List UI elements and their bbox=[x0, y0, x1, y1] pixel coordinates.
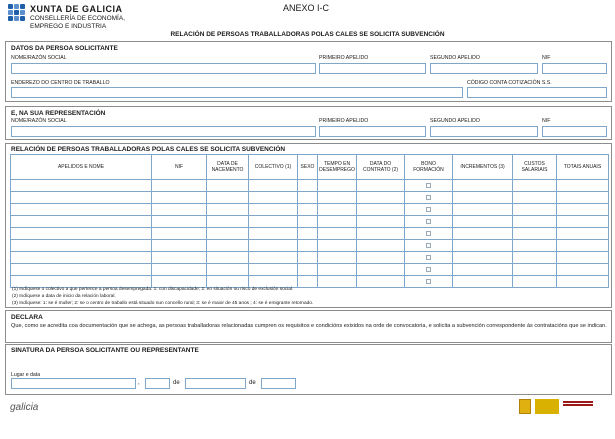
table-cell[interactable] bbox=[513, 180, 557, 192]
table-cell[interactable] bbox=[318, 216, 357, 228]
col-group: COLECTIVO (1) bbox=[249, 155, 298, 180]
table-cell[interactable] bbox=[11, 180, 152, 192]
table-cell[interactable] bbox=[11, 216, 152, 228]
galicia-logo: galicia bbox=[10, 402, 39, 413]
table-cell[interactable] bbox=[318, 180, 357, 192]
signature-section bbox=[5, 344, 612, 395]
table-cell[interactable] bbox=[453, 264, 513, 276]
table-cell[interactable] bbox=[557, 228, 609, 240]
comma-separator: , bbox=[138, 380, 140, 386]
month-input[interactable] bbox=[185, 378, 246, 389]
training-bonus-checkbox[interactable] bbox=[426, 243, 431, 248]
table-row bbox=[11, 192, 609, 204]
col-contract-date: DATA DO CONTRATO (2) bbox=[357, 155, 405, 180]
table-cell[interactable] bbox=[318, 228, 357, 240]
ministry-text-line-icon bbox=[563, 404, 593, 406]
table-cell[interactable] bbox=[11, 252, 152, 264]
table-cell[interactable] bbox=[513, 216, 557, 228]
table-cell[interactable] bbox=[249, 264, 298, 276]
training-bonus-checkbox[interactable] bbox=[426, 255, 431, 260]
org-name: XUNTA DE GALICIA bbox=[30, 4, 123, 14]
table-cell[interactable] bbox=[453, 252, 513, 264]
rep-name-label: NOME/RAZÓN SOCIAL bbox=[11, 118, 67, 124]
col-salary-costs: CUSTOS SALARIAIS bbox=[513, 155, 557, 180]
representative-section-title: E, NA SUA REPRESENTACIÓN bbox=[11, 110, 106, 117]
table-cell[interactable] bbox=[557, 276, 609, 288]
coat-of-arms-icon bbox=[519, 399, 531, 414]
table-cell[interactable] bbox=[405, 204, 453, 216]
table-cell[interactable] bbox=[318, 264, 357, 276]
applicant-nif-label: NIF bbox=[542, 55, 551, 61]
col-annual-totals: TOTAIS ANUAIS bbox=[557, 155, 609, 180]
table-cell[interactable] bbox=[298, 204, 318, 216]
training-bonus-checkbox[interactable] bbox=[426, 267, 431, 272]
table-cell[interactable] bbox=[207, 264, 249, 276]
table-cell[interactable] bbox=[513, 276, 557, 288]
training-bonus-checkbox[interactable] bbox=[426, 231, 431, 236]
workers-section-title: RELACIÓN DE PERSOAS TRABALLADORAS POLAS CALES SE SOLICITA SUBVENCIÓN bbox=[11, 146, 286, 153]
xunta-logo-icon bbox=[8, 4, 26, 22]
de-separator-1: de bbox=[173, 380, 180, 386]
declaration-section bbox=[5, 310, 612, 343]
workers-table bbox=[10, 154, 609, 288]
table-row bbox=[11, 264, 609, 276]
table-cell[interactable] bbox=[207, 192, 249, 204]
table-cell[interactable] bbox=[249, 192, 298, 204]
signature-title: SINATURA DA PERSOA SOLICITANTE OU REPRESENTANTE bbox=[11, 347, 199, 354]
table-cell[interactable] bbox=[152, 252, 207, 264]
table-cell[interactable] bbox=[11, 204, 152, 216]
table-cell[interactable] bbox=[357, 276, 405, 288]
rep-nif-input[interactable] bbox=[542, 126, 607, 137]
table-cell[interactable] bbox=[318, 240, 357, 252]
table-cell[interactable] bbox=[249, 180, 298, 192]
table-cell[interactable] bbox=[513, 240, 557, 252]
table-cell[interactable] bbox=[405, 276, 453, 288]
col-increments: INCREMENTOS (3) bbox=[453, 155, 513, 180]
table-cell[interactable] bbox=[557, 204, 609, 216]
table-cell[interactable] bbox=[152, 228, 207, 240]
table-cell[interactable] bbox=[453, 180, 513, 192]
training-bonus-checkbox[interactable] bbox=[426, 219, 431, 224]
table-cell[interactable] bbox=[318, 276, 357, 288]
table-cell[interactable] bbox=[357, 240, 405, 252]
table-cell[interactable] bbox=[557, 252, 609, 264]
table-cell[interactable] bbox=[249, 204, 298, 216]
training-bonus-checkbox[interactable] bbox=[426, 183, 431, 188]
table-cell[interactable] bbox=[453, 204, 513, 216]
table-cell[interactable] bbox=[513, 192, 557, 204]
dept-line-2: EMPREGO E INDUSTRIA bbox=[30, 23, 107, 30]
table-cell[interactable] bbox=[513, 264, 557, 276]
table-cell[interactable] bbox=[207, 276, 249, 288]
col-birth-date: DATA DE NACEMENTO bbox=[207, 155, 249, 180]
table-cell[interactable] bbox=[298, 252, 318, 264]
applicant-nif-input[interactable] bbox=[542, 63, 607, 74]
table-cell[interactable] bbox=[298, 276, 318, 288]
table-cell[interactable] bbox=[513, 228, 557, 240]
government-emblem bbox=[519, 399, 607, 417]
table-cell[interactable] bbox=[513, 252, 557, 264]
rep-second-surname-label: SEGUNDO APELIDO bbox=[430, 118, 480, 124]
note-3: (3) Indíquese: 1: se é muller; 2: se o centro de traballo está situado nun concello rural; 3: se é maior de 45 anos ; 4: se é emigrante retornado. bbox=[12, 301, 314, 306]
table-cell[interactable] bbox=[557, 192, 609, 204]
note-2: (2) Indíquese a data de inicio da relación laboral. bbox=[12, 294, 116, 299]
address-label: ENDEREZO DO CENTRO DE TRABALLO bbox=[11, 80, 110, 86]
table-row bbox=[11, 216, 609, 228]
table-cell[interactable] bbox=[11, 276, 152, 288]
declaration-title: DECLARA bbox=[11, 314, 43, 321]
declaration-text: Que, como se acredita coa documentación que se achega, as persoas traballadoras relacionadas cumpren os requisitos e condicións exixidos na orde de convocatoria, e solicita a subvención correspondente ás contratacións que se indican. bbox=[11, 323, 607, 329]
applicant-first-surname-input[interactable] bbox=[319, 63, 426, 74]
table-cell[interactable] bbox=[152, 264, 207, 276]
table-cell[interactable] bbox=[11, 264, 152, 276]
table-cell[interactable] bbox=[298, 240, 318, 252]
table-cell[interactable] bbox=[357, 180, 405, 192]
rep-first-surname-label: PRIMEIRO APELIDO bbox=[319, 118, 369, 124]
rep-first-surname-input[interactable] bbox=[319, 126, 426, 137]
dept-line-1: CONSELLERÍA DE ECONOMÍA, bbox=[30, 15, 125, 22]
table-cell[interactable] bbox=[405, 252, 453, 264]
document-title: RELACIÓN DE PERSOAS TRABALLADORAS POLAS CALES SE SOLICITA SUBVENCIÓN bbox=[170, 31, 445, 38]
note-1: (1) Indíquese o colectivo a que pertence a persoa desempregada: 1: con discapacidade; 2: en situación ou risco de exclusión social. bbox=[12, 287, 294, 292]
de-separator-2: de bbox=[249, 380, 256, 386]
applicant-name-label: NOME/RAZÓN SOCIAL bbox=[11, 55, 67, 61]
table-cell[interactable] bbox=[152, 216, 207, 228]
col-unemployment-time: TEMPO EN DESEMPREGO bbox=[318, 155, 357, 180]
applicant-section bbox=[5, 41, 612, 102]
table-cell[interactable] bbox=[11, 228, 152, 240]
table-cell[interactable] bbox=[405, 216, 453, 228]
applicant-name-input[interactable] bbox=[11, 63, 316, 74]
table-cell[interactable] bbox=[557, 240, 609, 252]
table-cell[interactable] bbox=[207, 252, 249, 264]
training-bonus-checkbox[interactable] bbox=[426, 207, 431, 212]
place-input[interactable] bbox=[11, 378, 136, 389]
table-cell[interactable] bbox=[357, 204, 405, 216]
table-cell[interactable] bbox=[298, 180, 318, 192]
table-row bbox=[11, 240, 609, 252]
rep-nif-label: NIF bbox=[542, 118, 551, 124]
table-cell[interactable] bbox=[11, 192, 152, 204]
year-input[interactable] bbox=[261, 378, 296, 389]
ss-code-input[interactable] bbox=[467, 87, 607, 98]
table-cell[interactable] bbox=[453, 240, 513, 252]
table-cell[interactable] bbox=[249, 276, 298, 288]
table-cell[interactable] bbox=[453, 216, 513, 228]
table-cell[interactable] bbox=[318, 252, 357, 264]
table-cell[interactable] bbox=[298, 192, 318, 204]
org-department bbox=[30, 15, 125, 31]
table-cell[interactable] bbox=[11, 240, 152, 252]
table-cell[interactable] bbox=[357, 264, 405, 276]
place-date-label: Lugar e data bbox=[11, 372, 41, 378]
table-cell[interactable] bbox=[152, 192, 207, 204]
table-cell[interactable] bbox=[318, 204, 357, 216]
applicant-section-title: DATOS DA PERSOA SOLICITANTE bbox=[11, 45, 118, 52]
table-cell[interactable] bbox=[298, 216, 318, 228]
table-cell[interactable] bbox=[249, 216, 298, 228]
table-cell[interactable] bbox=[207, 204, 249, 216]
col-sex: SEXO bbox=[298, 155, 318, 180]
day-input[interactable] bbox=[145, 378, 170, 389]
table-cell[interactable] bbox=[152, 276, 207, 288]
ss-code-label: CÓDIGO CONTA COTIZACIÓN S.S. bbox=[467, 80, 552, 86]
col-training-bonus: BONO FORMACIÓN bbox=[405, 155, 453, 180]
table-cell[interactable] bbox=[453, 276, 513, 288]
table-cell[interactable] bbox=[318, 192, 357, 204]
table-row bbox=[11, 180, 609, 192]
ministry-stripe-icon bbox=[535, 399, 559, 414]
applicant-second-surname-input[interactable] bbox=[430, 63, 538, 74]
workers-table-body bbox=[11, 180, 609, 288]
table-cell[interactable] bbox=[513, 204, 557, 216]
table-cell[interactable] bbox=[557, 180, 609, 192]
table-cell[interactable] bbox=[557, 264, 609, 276]
annex-label: ANEXO I-C bbox=[283, 3, 330, 13]
col-name: APELIDOS E NOME bbox=[11, 155, 152, 180]
table-cell[interactable] bbox=[557, 216, 609, 228]
ministry-text-line-icon bbox=[563, 401, 593, 403]
col-nif: NIF bbox=[152, 155, 207, 180]
table-cell[interactable] bbox=[357, 228, 405, 240]
table-cell[interactable] bbox=[207, 228, 249, 240]
table-cell[interactable] bbox=[405, 228, 453, 240]
table-cell[interactable] bbox=[453, 192, 513, 204]
training-bonus-checkbox[interactable] bbox=[426, 279, 431, 284]
table-cell[interactable] bbox=[249, 240, 298, 252]
table-cell[interactable] bbox=[207, 240, 249, 252]
applicant-second-surname-label: SEGUNDO APELIDO bbox=[430, 55, 480, 61]
table-cell[interactable] bbox=[152, 180, 207, 192]
table-row bbox=[11, 276, 609, 288]
rep-name-input[interactable] bbox=[11, 126, 316, 137]
table-cell[interactable] bbox=[405, 192, 453, 204]
table-cell[interactable] bbox=[405, 180, 453, 192]
table-cell[interactable] bbox=[357, 216, 405, 228]
table-row bbox=[11, 228, 609, 240]
table-cell[interactable] bbox=[249, 252, 298, 264]
table-cell[interactable] bbox=[207, 180, 249, 192]
table-cell[interactable] bbox=[298, 228, 318, 240]
table-row bbox=[11, 252, 609, 264]
table-cell[interactable] bbox=[405, 264, 453, 276]
table-cell[interactable] bbox=[152, 240, 207, 252]
table-cell[interactable] bbox=[298, 264, 318, 276]
address-input[interactable] bbox=[11, 87, 463, 98]
table-cell[interactable] bbox=[357, 192, 405, 204]
table-cell[interactable] bbox=[453, 228, 513, 240]
representative-section bbox=[5, 106, 612, 140]
training-bonus-checkbox[interactable] bbox=[426, 195, 431, 200]
table-cell[interactable] bbox=[405, 240, 453, 252]
applicant-first-surname-label: PRIMEIRO APELIDO bbox=[319, 55, 369, 61]
table-cell[interactable] bbox=[357, 252, 405, 264]
rep-second-surname-input[interactable] bbox=[430, 126, 538, 137]
table-row bbox=[11, 204, 609, 216]
table-cell[interactable] bbox=[207, 216, 249, 228]
workers-header-row bbox=[11, 155, 609, 180]
table-cell[interactable] bbox=[249, 228, 298, 240]
table-cell[interactable] bbox=[152, 204, 207, 216]
